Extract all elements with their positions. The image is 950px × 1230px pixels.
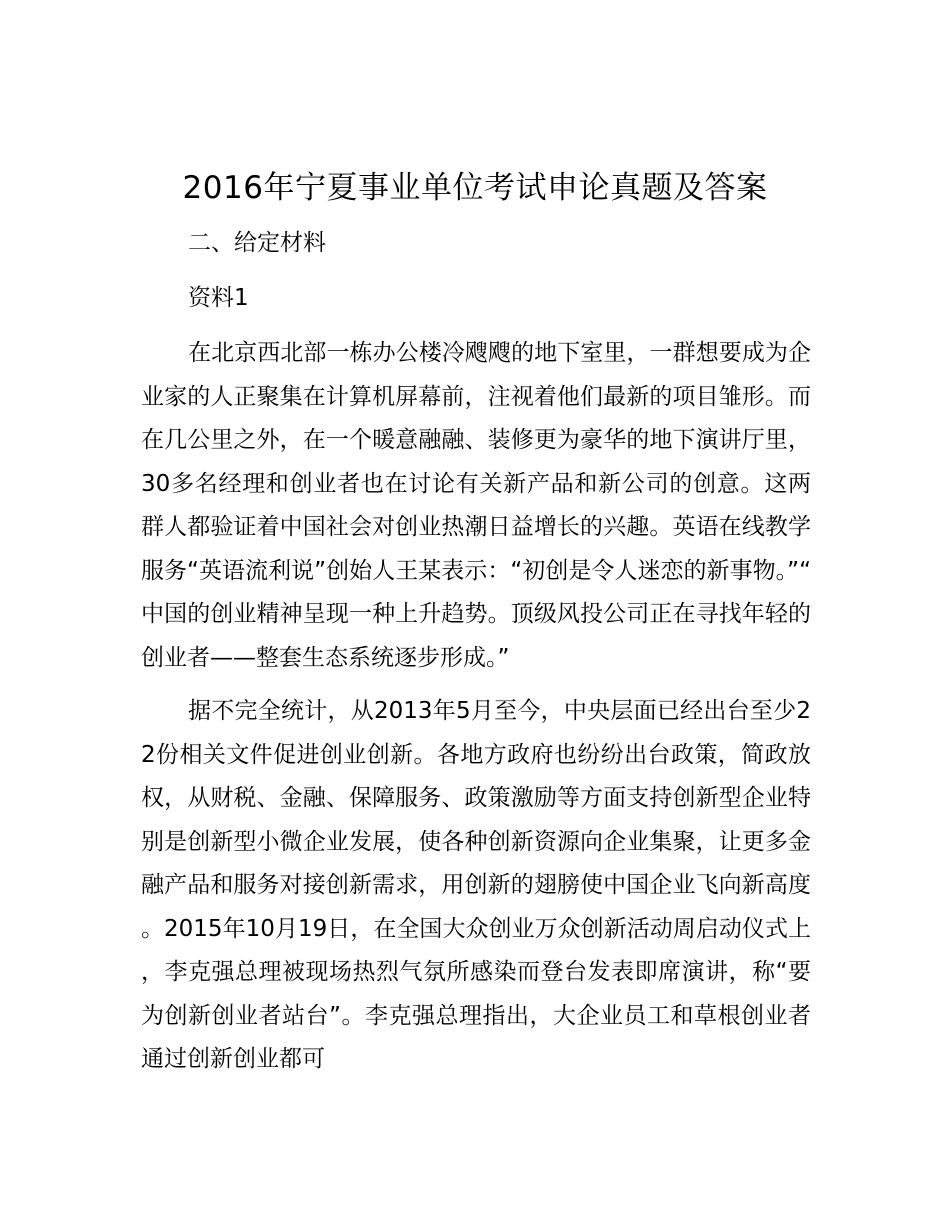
body-paragraph-2: 据不完全统计，从2013年5月至今，中央层面已经出台至少22份相关文件促进创业创新。各地方政府也纷纷出台政策，简政放权，从财税、金融、保障服务、政策激励等方面支持创新型企业特别是创新型小微企业发展，使各种创新资源向企业集聚，让更多金融产品和服务对接创新需求，用创新的翅膀使中国企业飞向新高度。2015年10月19日，在全国大众创业万众创新活动周启动仪式上，李克强总理被现场热烈气氛所感染而登台发表即席演讲，称“要为创新创业者站台”。李克强总理指出，大企业员工和草根创业者通过创新创业都可: [141, 698, 811, 1072]
document-title: 2016年宁夏事业单位考试申论真题及答案: [182, 170, 768, 206]
document-body: [141, 222, 811, 1082]
section-heading: 二、给定材料: [188, 230, 326, 256]
material-label: 资料1: [188, 285, 249, 311]
paragraph-gap: [141, 680, 811, 690]
body-paragraph-1: 在北京西北部一栋办公楼冷飕飕的地下室里，一群想要成为企业家的人正聚集在计算机屏幕前，注视着他们最新的项目雏形。而在几公里之外，在一个暖意融融、装修更为豪华的地下演讲厅里，30多名经理和创业者也在讨论有关新产品和新公司的创意。这两群人都验证着中国社会对创业热潮日益增长的兴趣。英语在线教学服务“英语流利说”创始人王某表示：“初创是令人迷恋的新事物。”“中国的创业精神呈现一种上升趋势。顶级风投公司正在寻找年轻的创业者——整套生态系统逐步形成。”: [141, 340, 811, 671]
